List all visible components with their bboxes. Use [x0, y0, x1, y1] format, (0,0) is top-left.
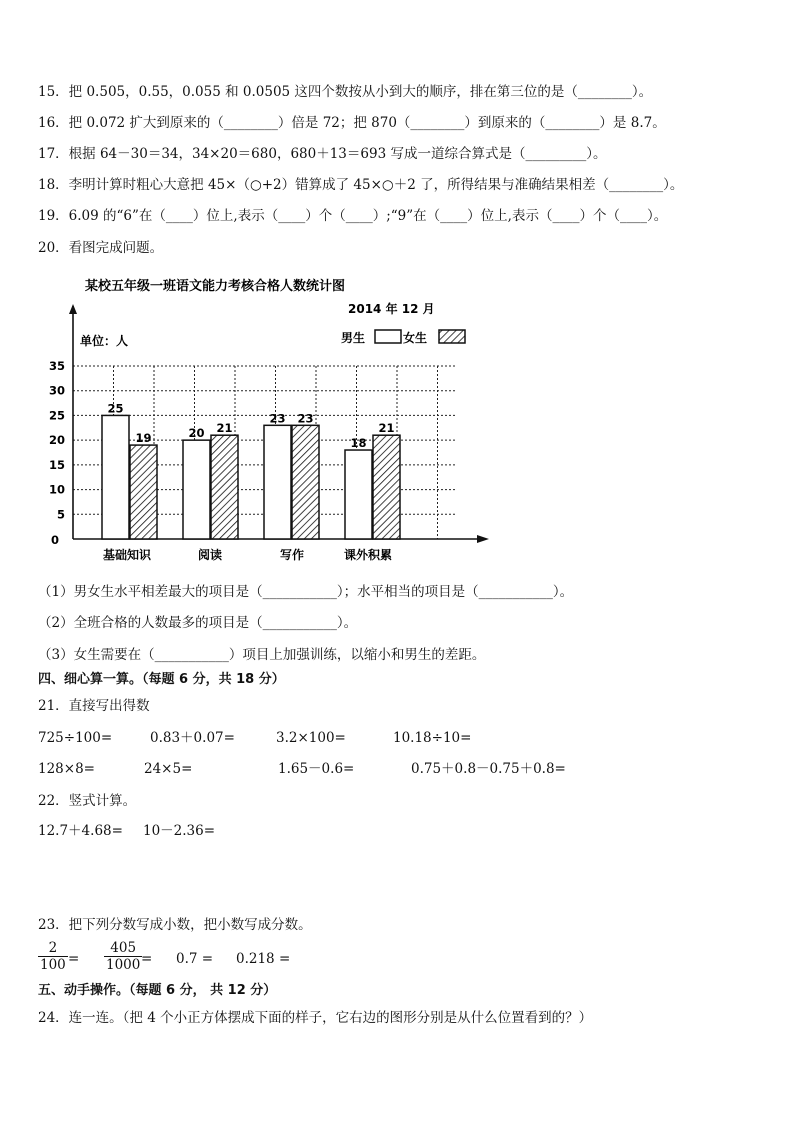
question-19: 19．6.09 的“6”在（____）位上,表示（____）个（____）;“9”在（____）位上,表示（____）个（____）。 [38, 208, 668, 224]
question-20-2: （2）全班合格的人数最多的项目是（___________）。 [38, 615, 358, 631]
fraction-equals: = [68, 951, 80, 967]
calc-item: 10.18÷10= [393, 730, 472, 746]
bar-female [292, 425, 319, 539]
bar-value-label: 20 [188, 426, 205, 441]
legend-swatch-female [439, 330, 465, 343]
bar-chart [30, 268, 490, 574]
bar-female [373, 435, 400, 539]
question-16: 16．把 0.072 扩大到原来的（________）倍是 72；把 870（________）到原来的（________）是 8.7。 [38, 115, 666, 131]
calc-item: 128×8= [38, 761, 95, 777]
vertical-calc-item: 10－2.36= [143, 823, 216, 839]
decimal-item: 0.7 = [176, 951, 214, 967]
vertical-calc-item: 12.7＋4.68= [38, 823, 123, 839]
calc-item: 24×5= [144, 761, 193, 777]
y-tick-label: 25 [48, 408, 65, 423]
y-tick-label: 0 [50, 533, 59, 547]
bar-female [130, 445, 157, 539]
question-20-3: （3）女生需要在（___________）项目上加强训练，以缩小和男生的差距。 [38, 647, 486, 663]
question-18: 18．李明计算时粗心大意把 45×（○+2）错算成了 45×○＋2 了，所得结果与准确结果相差（________）。 [38, 177, 684, 193]
bar-value-label: 25 [107, 401, 124, 416]
decimal-item: 0.218 = [236, 951, 291, 967]
bar-value-label: 21 [378, 421, 395, 436]
x-category-label: 阅读 [197, 548, 223, 562]
question-23-title: 23．把下列分数写成小数，把小数写成分数。 [38, 917, 312, 933]
question-20-1: （1）男女生水平相差最大的项目是（___________）；水平相当的项目是（___________）。 [38, 584, 574, 600]
legend-swatch-male [375, 330, 401, 343]
y-tick-label: 15 [48, 457, 65, 472]
y-tick-label: 5 [56, 507, 65, 522]
chart-title: 某校五年级一班语文能力考核合格人数统计图 [85, 279, 346, 294]
legend-label-male: 男生 [341, 331, 366, 345]
calc-item: 3.2×100= [276, 730, 346, 746]
chart-unit-label: 单位：人 [80, 334, 129, 348]
question-21-title: 21．直接写出得数 [38, 698, 150, 714]
bar-value-label: 21 [216, 421, 233, 436]
bar-value-label: 23 [297, 411, 314, 426]
fraction-2-100 [38, 940, 68, 973]
question-20: 20．看图完成问题。 [38, 240, 164, 256]
y-tick-label: 30 [48, 383, 65, 398]
bar-value-label: 18 [350, 436, 367, 451]
bar-male [264, 425, 291, 539]
bar-male [345, 450, 372, 539]
bar-female [211, 435, 238, 539]
chart-legend [341, 330, 465, 345]
x-category-label: 写作 [279, 548, 305, 562]
bar-male [102, 415, 129, 539]
y-tick-label: 10 [48, 482, 65, 497]
calc-item: 0.75＋0.8－0.75＋0.8= [411, 761, 566, 777]
section-4-heading: 四、细心算一算。（每题 6 分，共 18 分） [38, 672, 285, 687]
legend-label-female: 女生 [403, 331, 428, 345]
bar-value-label: 23 [269, 411, 286, 426]
x-category-label: 课外积累 [343, 548, 393, 562]
y-axis-arrow [69, 304, 77, 314]
question-15: 15．把 0.505，0.55，0.055 和 0.0505 这四个数按从小到大的顺序，排在第三位的是（________）。 [38, 84, 653, 100]
question-22-title: 22．竖式计算。 [38, 793, 137, 809]
x-axis-arrow [477, 535, 489, 543]
chart-subtitle: 2014 年 12 月 [348, 302, 435, 316]
fraction-denominator: 100 [40, 957, 66, 973]
fraction-numerator: 405 [104, 940, 142, 957]
section-5-heading: 五、动手操作。（每题 6 分， 共 12 分） [38, 983, 277, 998]
bar-male [183, 440, 210, 539]
fraction-equals: = [141, 951, 153, 967]
y-tick-label: 20 [48, 433, 65, 448]
calc-item: 0.83＋0.07= [150, 730, 235, 746]
y-tick-label: 35 [48, 359, 65, 373]
question-17: 17．根据 64－30＝34，34×20＝680，680＋13＝693 写成一道综合算式是（_________）。 [38, 146, 607, 162]
x-category-label: 基础知识 [102, 548, 152, 562]
bar-value-label: 19 [135, 431, 152, 446]
question-24: 24．连一连。（把 4 个小正方体摆成下面的样子，它右边的图形分别是从什么位置看到的？） [38, 1010, 593, 1026]
fraction-denominator: 1000 [106, 957, 141, 973]
fraction-405-1000 [104, 940, 142, 973]
calc-item: 725÷100= [38, 730, 113, 746]
fraction-numerator: 2 [38, 940, 68, 957]
calc-item: 1.65－0.6= [278, 761, 355, 777]
